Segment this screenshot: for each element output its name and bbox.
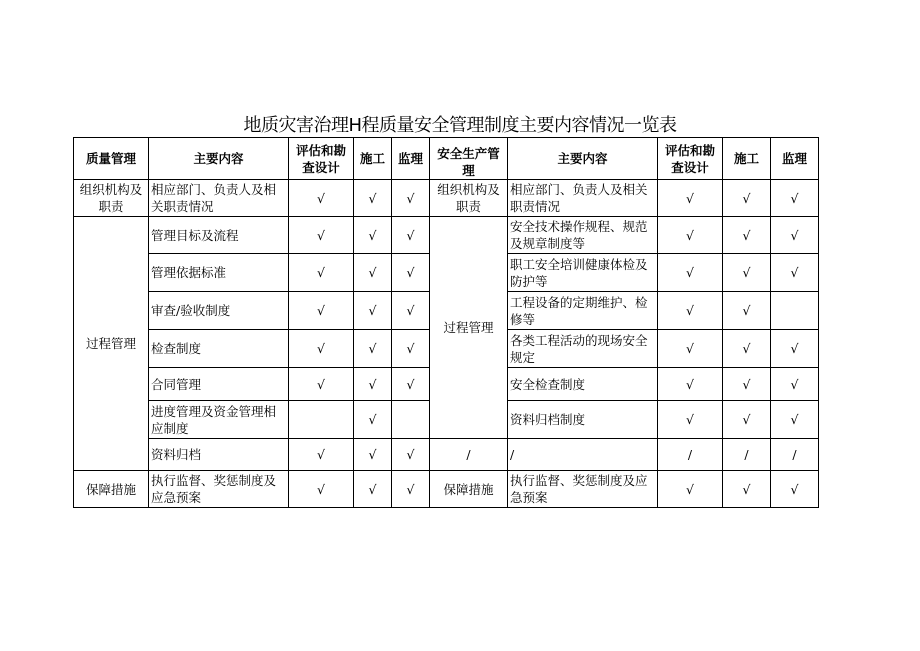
header-quality: 质量管理 xyxy=(74,138,149,180)
right-item: 安全技术操作规程、规范及规章制度等 xyxy=(508,217,658,254)
right-item: 工程设备的定期维护、检修等 xyxy=(508,292,658,330)
left-construct-mark: √ xyxy=(354,439,392,471)
left-construct-mark: √ xyxy=(354,217,392,254)
left-assess-mark xyxy=(289,401,354,439)
right-item: 职工安全培训健康体检及防护等 xyxy=(508,254,658,292)
left-item: 检查制度 xyxy=(149,330,289,368)
right-supervise-mark: √ xyxy=(771,368,819,401)
left-assess-mark: √ xyxy=(289,471,354,508)
table-row xyxy=(74,471,819,508)
group-org: 组织机构及职责 xyxy=(74,180,149,217)
right-supervise-mark: √ xyxy=(771,401,819,439)
right-item: 各类工程活动的现场安全规定 xyxy=(508,330,658,368)
right-item: 安全检查制度 xyxy=(508,368,658,401)
left-supervise-mark: √ xyxy=(392,368,430,401)
right-assess-mark: / xyxy=(658,439,723,471)
left-assess-mark: √ xyxy=(289,217,354,254)
left-item: 执行监督、奖惩制度及应急预案 xyxy=(149,471,289,508)
page-title: 地质灾害治理H程质量安全管理制度主要内容情况一览表 xyxy=(243,115,677,136)
left-item: 管理依据标准 xyxy=(149,254,289,292)
left-supervise-mark: √ xyxy=(392,180,430,217)
left-assess-mark: √ xyxy=(289,368,354,401)
table-row xyxy=(74,180,819,217)
left-supervise-mark xyxy=(392,401,430,439)
header-assess: 评估和勘查设计 xyxy=(289,138,354,180)
left-item: 审查/验收制度 xyxy=(149,292,289,330)
right-assess-mark: √ xyxy=(658,471,723,508)
right-construct-mark: / xyxy=(723,439,771,471)
left-supervise-mark: √ xyxy=(392,330,430,368)
right-assess-mark: √ xyxy=(658,292,723,330)
header-assess-2: 评估和勘查设计 xyxy=(658,138,723,180)
left-supervise-mark: √ xyxy=(392,439,430,471)
left-construct-mark: √ xyxy=(354,330,392,368)
right-construct-mark: √ xyxy=(723,180,771,217)
group-guarantee-2: 保障措施 xyxy=(430,471,508,508)
left-supervise-mark: √ xyxy=(392,292,430,330)
right-supervise-mark: √ xyxy=(771,471,819,508)
left-construct-mark: √ xyxy=(354,254,392,292)
table-row xyxy=(74,439,819,471)
right-assess-mark: √ xyxy=(658,180,723,217)
content-table xyxy=(73,137,819,508)
header-content-2: 主要内容 xyxy=(508,138,658,180)
left-item: 相应部门、负责人及相关职责情况 xyxy=(149,180,289,217)
right-item: 执行监督、奖惩制度及应急预案 xyxy=(508,471,658,508)
header-supervise: 监理 xyxy=(392,138,430,180)
header-construct: 施工 xyxy=(354,138,392,180)
group-process-2: 过程管理 xyxy=(430,217,508,439)
right-assess-mark: √ xyxy=(658,254,723,292)
right-item: 相应部门、负责人及相关职责情况 xyxy=(508,180,658,217)
right-construct-mark: √ xyxy=(723,368,771,401)
left-construct-mark: √ xyxy=(354,180,392,217)
right-construct-mark: √ xyxy=(723,217,771,254)
left-item: 合同管理 xyxy=(149,368,289,401)
right-construct-mark: √ xyxy=(723,330,771,368)
left-item: 进度管理及资金管理相应制度 xyxy=(149,401,289,439)
right-assess-mark: √ xyxy=(658,330,723,368)
right-supervise-mark: √ xyxy=(771,180,819,217)
right-supervise-mark: √ xyxy=(771,254,819,292)
right-construct-mark: √ xyxy=(723,401,771,439)
right-item: 资料归档制度 xyxy=(508,401,658,439)
right-supervise-mark xyxy=(771,292,819,330)
group-process: 过程管理 xyxy=(74,217,149,471)
right-supervise-mark: √ xyxy=(771,217,819,254)
slash-mark: / xyxy=(430,439,508,471)
header-content: 主要内容 xyxy=(149,138,289,180)
left-construct-mark: √ xyxy=(354,401,392,439)
header-supervise-2: 监理 xyxy=(771,138,819,180)
left-supervise-mark: √ xyxy=(392,254,430,292)
right-assess-mark: √ xyxy=(658,368,723,401)
header-row xyxy=(74,138,819,180)
left-item: 管理目标及流程 xyxy=(149,217,289,254)
left-assess-mark: √ xyxy=(289,439,354,471)
right-construct-mark: √ xyxy=(723,292,771,330)
right-construct-mark: √ xyxy=(723,471,771,508)
left-supervise-mark: √ xyxy=(392,471,430,508)
left-assess-mark: √ xyxy=(289,330,354,368)
group-org-2: 组织机构及职责 xyxy=(430,180,508,217)
right-assess-mark: √ xyxy=(658,217,723,254)
header-construct-2: 施工 xyxy=(723,138,771,180)
left-construct-mark: √ xyxy=(354,368,392,401)
right-construct-mark: √ xyxy=(723,254,771,292)
right-supervise-mark: / xyxy=(771,439,819,471)
left-construct-mark: √ xyxy=(354,471,392,508)
group-guarantee: 保障措施 xyxy=(74,471,149,508)
left-assess-mark: √ xyxy=(289,254,354,292)
right-assess-mark: √ xyxy=(658,401,723,439)
right-supervise-mark: √ xyxy=(771,330,819,368)
left-item: 资料归档 xyxy=(149,439,289,471)
left-assess-mark: √ xyxy=(289,180,354,217)
left-assess-mark: √ xyxy=(289,292,354,330)
left-construct-mark: √ xyxy=(354,292,392,330)
table-row xyxy=(74,217,819,254)
left-supervise-mark: √ xyxy=(392,217,430,254)
header-safety: 安全生产管理 xyxy=(430,138,508,180)
right-item: / xyxy=(508,439,658,471)
